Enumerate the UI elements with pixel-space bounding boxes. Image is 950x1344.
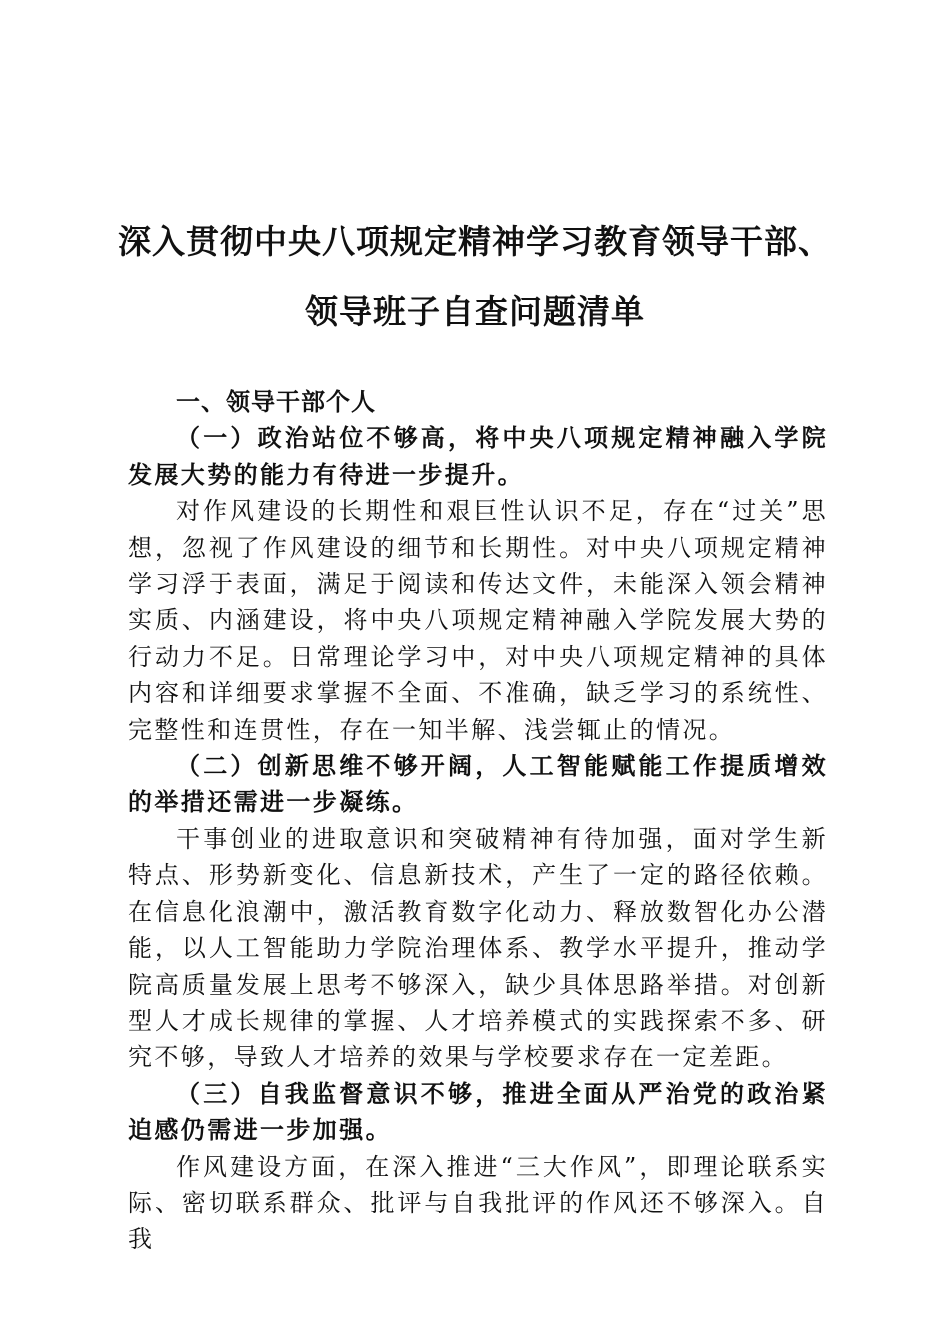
item-2-heading: （二）创新思维不够开阔，人工智能赋能工作提质增效的举措还需进一步凝练。 [128, 751, 828, 817]
document-body [128, 384, 828, 1258]
item-2-body: 干事创业的进取意识和突破精神有待加强，面对学生新特点、形势新变化、信息新技术，产生了一定的路径依赖。在信息化浪潮中，激活教育数字化动力、释放数智化办公潜能，以人工智能助力学院治理体系、教学水平提升，推动学院高质量发展上思考不够深入，缺少具体思路举措。对创新型人才成长规律的掌握、人才培养模式的实践探索不多、研究不够，导致人才培养的效果与学校要求存在一定差距。 [128, 824, 828, 1072]
item-1-body: 对作风建设的长期性和艰巨性认识不足，存在“过关”思想，忽视了作风建设的细节和长期性。对中央八项规定精神学习浮于表面，满足于阅读和传达文件，未能深入领会精神实质、内涵建设，将中央八项规定精神融入学院发展大势的行动力不足。日常理论学习中，对中央八项规定精神的具体内容和详细要求掌握不全面、不准确，缺乏学习的系统性、完整性和连贯性，存在一知半解、浅尝辄止的情况。 [128, 497, 828, 744]
item-3-body: 作风建设方面，在深入推进“三大作风”，即理论联系实际、密切联系群众、批评与自我批评的作风还不够深入。自我 [128, 1152, 828, 1254]
section-heading-leaders: 一、领导干部个人 [176, 388, 376, 416]
item-1-heading: （一）政治站位不够高，将中央八项规定精神融入学院发展大势的能力有待进一步提升。 [128, 423, 828, 489]
item-3-heading: （三）自我监督意识不够，推进全面从严治党的政治紧迫感仍需进一步加强。 [128, 1078, 828, 1145]
document-title-line-2: 领导班子自查问题清单 [305, 292, 645, 331]
document-title-line-1: 深入贯彻中央八项规定精神学习教育领导干部、 [118, 222, 832, 261]
